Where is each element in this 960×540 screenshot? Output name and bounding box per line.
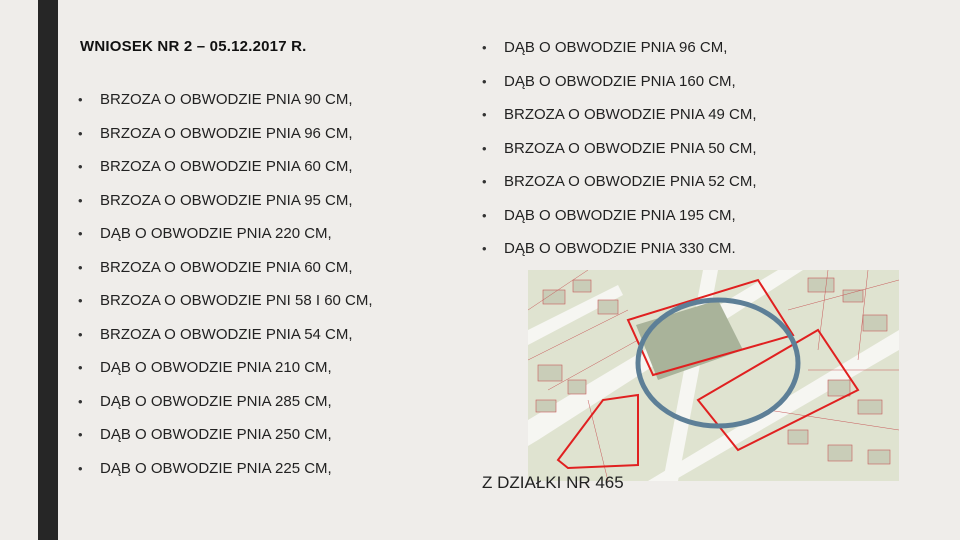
- list-item: • BRZOZA O OBWODZIE PNIA 95 CM,: [78, 191, 373, 225]
- list-item: • BRZOZA O OBWODZIE PNIA 90 CM,: [78, 90, 373, 124]
- list-item: • DĄB O OBWODZIE PNIA 330 CM.: [482, 239, 757, 273]
- left-tree-list: [78, 90, 373, 492]
- list-item: • DĄB O OBWODZIE PNIA 285 CM,: [78, 392, 373, 426]
- list-item: • DĄB O OBWODZIE PNIA 195 CM,: [482, 206, 757, 240]
- list-item: • BRZOZA O OBWODZIE PNIA 54 CM,: [78, 325, 373, 359]
- list-item: • DĄB O OBWODZIE PNIA 250 CM,: [78, 425, 373, 459]
- list-item: • BRZOZA O OBWODZIE PNIA 60 CM,: [78, 258, 373, 292]
- list-item: • DĄB O OBWODZIE PNIA 225 CM,: [78, 459, 373, 493]
- left-accent-bar: [38, 0, 58, 540]
- list-item: • BRZOZA O OBWODZIE PNIA 60 CM,: [78, 157, 373, 191]
- list-item: • BRZOZA O OBWODZIE PNIA 50 CM,: [482, 139, 757, 173]
- list-item: • DĄB O OBWODZIE PNIA 210 CM,: [78, 358, 373, 392]
- list-item: • BRZOZA O OBWODZIE PNI 58 I 60 CM,: [78, 291, 373, 325]
- list-item: • DĄB O OBWODZIE PNIA 160 CM,: [482, 72, 757, 106]
- list-item: • BRZOZA O OBWODZIE PNIA 49 CM,: [482, 105, 757, 139]
- cadastral-map-image: [528, 270, 899, 481]
- list-item: • DĄB O OBWODZIE PNIA 220 CM,: [78, 224, 373, 258]
- map-caption: Z DZIAŁKI NR 465: [482, 473, 624, 492]
- cadastral-map-svg: [528, 270, 899, 481]
- list-item: • BRZOZA O OBWODZIE PNIA 96 CM,: [78, 124, 373, 158]
- slide-title: WNIOSEK NR 2 – 05.12.2017 R.: [80, 38, 307, 55]
- right-tree-list: [482, 38, 757, 273]
- list-item: • DĄB O OBWODZIE PNIA 96 CM,: [482, 38, 757, 72]
- list-item: • BRZOZA O OBWODZIE PNIA 52 CM,: [482, 172, 757, 206]
